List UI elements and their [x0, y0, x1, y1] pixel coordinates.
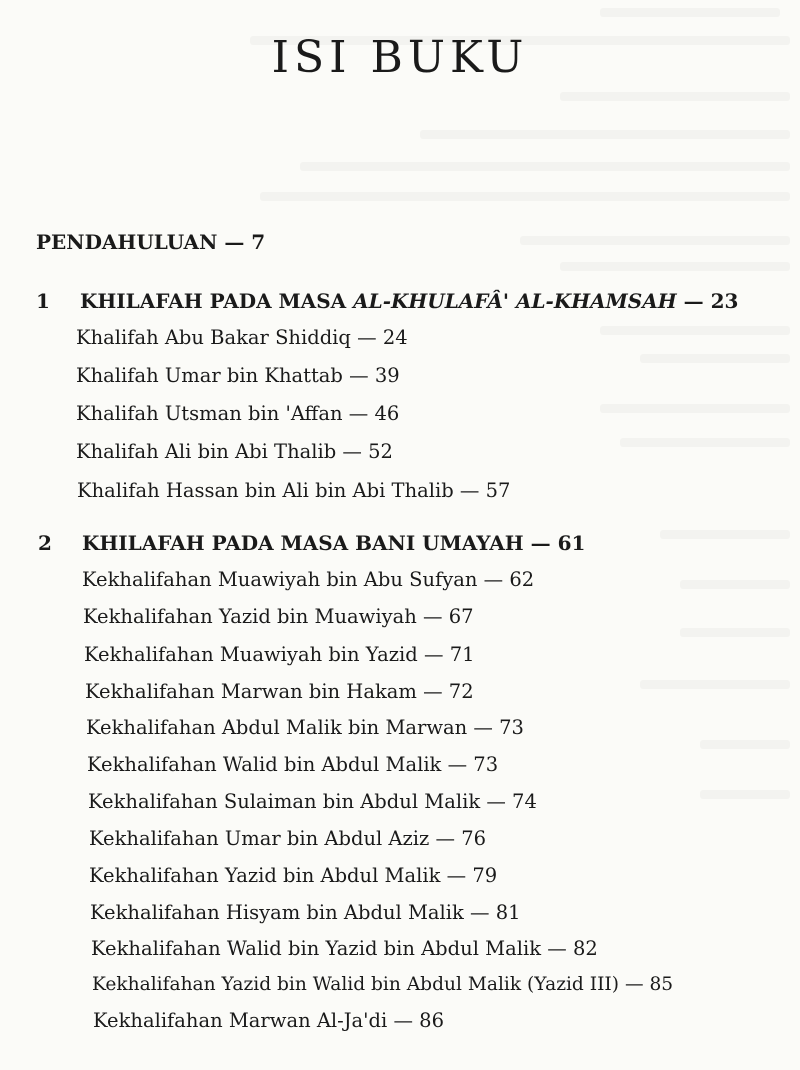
- chapter-heading-1[interactable]: [36, 289, 738, 313]
- toc-entry[interactable]: [86, 716, 524, 740]
- entry-separator: —: [429, 827, 462, 850]
- toc-entry[interactable]: [91, 937, 598, 961]
- entry-separator: —: [619, 974, 650, 995]
- entry-title: Kekhalifahan Marwan bin Hakam: [85, 680, 417, 703]
- toc-entry[interactable]: [89, 827, 486, 851]
- entry-page-number: 73: [473, 753, 499, 776]
- intro-separator: —: [217, 230, 252, 254]
- entry-separator: —: [417, 643, 450, 666]
- toc-entry[interactable]: [90, 901, 521, 925]
- entry-title: Kekhalifahan Muawiyah bin Abu Sufyan: [82, 568, 478, 591]
- entry-page-number: 46: [374, 402, 400, 425]
- entry-title: Kekhalifahan Yazid bin Abdul Malik: [89, 864, 441, 887]
- toc-entry[interactable]: [85, 680, 474, 704]
- entry-title: Khalifah Ali bin Abi Thalib: [76, 440, 337, 463]
- entry-page-number: 85: [649, 974, 674, 995]
- toc-entry[interactable]: [82, 568, 534, 592]
- chapter-separator: —: [676, 289, 711, 313]
- toc-entry[interactable]: [87, 753, 498, 777]
- entry-page-number: 86: [419, 1009, 444, 1032]
- entry-separator: —: [350, 326, 383, 349]
- toc-entry[interactable]: [84, 643, 475, 667]
- entry-separator: —: [453, 479, 486, 502]
- entry-separator: —: [467, 716, 500, 739]
- chapter-number: 2: [38, 531, 52, 555]
- entry-title: Kekhalifahan Yazid bin Walid bin Abdul Malik (Yazid III): [92, 974, 620, 995]
- entry-title: Kekhalifahan Yazid bin Muawiyah: [83, 605, 417, 628]
- toc-entry[interactable]: [88, 790, 537, 814]
- toc-entry[interactable]: [76, 326, 408, 350]
- entry-separator: —: [440, 864, 473, 887]
- chapter-title: KHILAFAH PADA MASA BANI UMAYAH: [82, 531, 524, 555]
- toc-entry[interactable]: [77, 479, 510, 503]
- toc-entry[interactable]: [93, 1009, 444, 1033]
- chapter-page-number: 61: [557, 531, 586, 555]
- entry-page-number: 82: [572, 937, 598, 960]
- intro-label: PENDAHULUAN: [36, 230, 218, 254]
- toc-entry[interactable]: [76, 440, 393, 464]
- entry-separator: —: [387, 1009, 420, 1032]
- entry-page-number: 73: [499, 716, 524, 739]
- entry-title: Kekhalifahan Sulaiman bin Abdul Malik: [88, 790, 481, 813]
- entry-title: Kekhalifahan Abdul Malik bin Marwan: [86, 716, 468, 739]
- entry-page-number: 74: [512, 790, 537, 813]
- chapter-title: KHILAFAH PADA MASA: [80, 289, 354, 313]
- entry-title: Kekhalifahan Walid bin Yazid bin Abdul Malik: [91, 937, 542, 960]
- toc-entry[interactable]: [76, 364, 400, 388]
- entry-page-number: 76: [461, 827, 487, 850]
- entry-page-number: 71: [449, 643, 475, 666]
- entry-page-number: 57: [485, 479, 511, 502]
- entry-title: Kekhalifahan Marwan Al-Ja'di: [93, 1009, 388, 1032]
- entry-separator: —: [416, 680, 449, 703]
- entry-page-number: 39: [374, 364, 400, 387]
- entry-separator: —: [541, 937, 573, 960]
- page-title: ISI BUKU: [271, 32, 529, 83]
- entry-page-number: 67: [448, 605, 474, 628]
- entry-title: Khalifah Hassan bin Ali bin Abi Thalib: [77, 479, 454, 502]
- entry-title: Kekhalifahan Walid bin Abdul Malik: [87, 753, 442, 776]
- toc-entry[interactable]: [92, 973, 673, 997]
- entry-page-number: 79: [472, 864, 498, 887]
- entry-title: Khalifah Utsman bin 'Affan: [76, 402, 343, 425]
- entry-page-number: 72: [448, 680, 474, 703]
- chapter-title-italic: AL-KHULAFÂ' AL-KHAMSAH: [353, 289, 677, 313]
- chapter-separator: —: [523, 531, 558, 555]
- toc-entry[interactable]: [76, 402, 399, 426]
- entry-page-number: 52: [368, 440, 393, 463]
- entry-title: Khalifah Umar bin Khattab: [76, 364, 343, 387]
- toc-entry[interactable]: [89, 864, 497, 888]
- entry-separator: —: [480, 790, 513, 813]
- toc-intro[interactable]: [36, 230, 265, 254]
- toc-entry[interactable]: [83, 605, 474, 629]
- entry-separator: —: [441, 753, 474, 776]
- entry-separator: —: [336, 440, 369, 463]
- entry-page-number: 24: [382, 326, 408, 349]
- entry-separator: —: [342, 402, 375, 425]
- entry-page-number: 81: [495, 901, 521, 924]
- entry-title: Kekhalifahan Muawiyah bin Yazid: [84, 643, 418, 666]
- chapter-page-number: 23: [710, 289, 739, 313]
- chapter-number: 1: [36, 289, 50, 313]
- intro-page-number: 7: [251, 230, 266, 254]
- entry-title: Khalifah Abu Bakar Shiddiq: [76, 326, 351, 349]
- entry-page-number: 62: [509, 568, 535, 591]
- chapter-heading-2[interactable]: [38, 531, 585, 555]
- entry-separator: —: [463, 901, 496, 924]
- entry-title: Kekhalifahan Umar bin Abdul Aziz: [89, 827, 430, 850]
- entry-title: Kekhalifahan Hisyam bin Abdul Malik: [90, 901, 464, 924]
- entry-separator: —: [477, 568, 510, 591]
- entry-separator: —: [416, 605, 449, 628]
- entry-separator: —: [342, 364, 375, 387]
